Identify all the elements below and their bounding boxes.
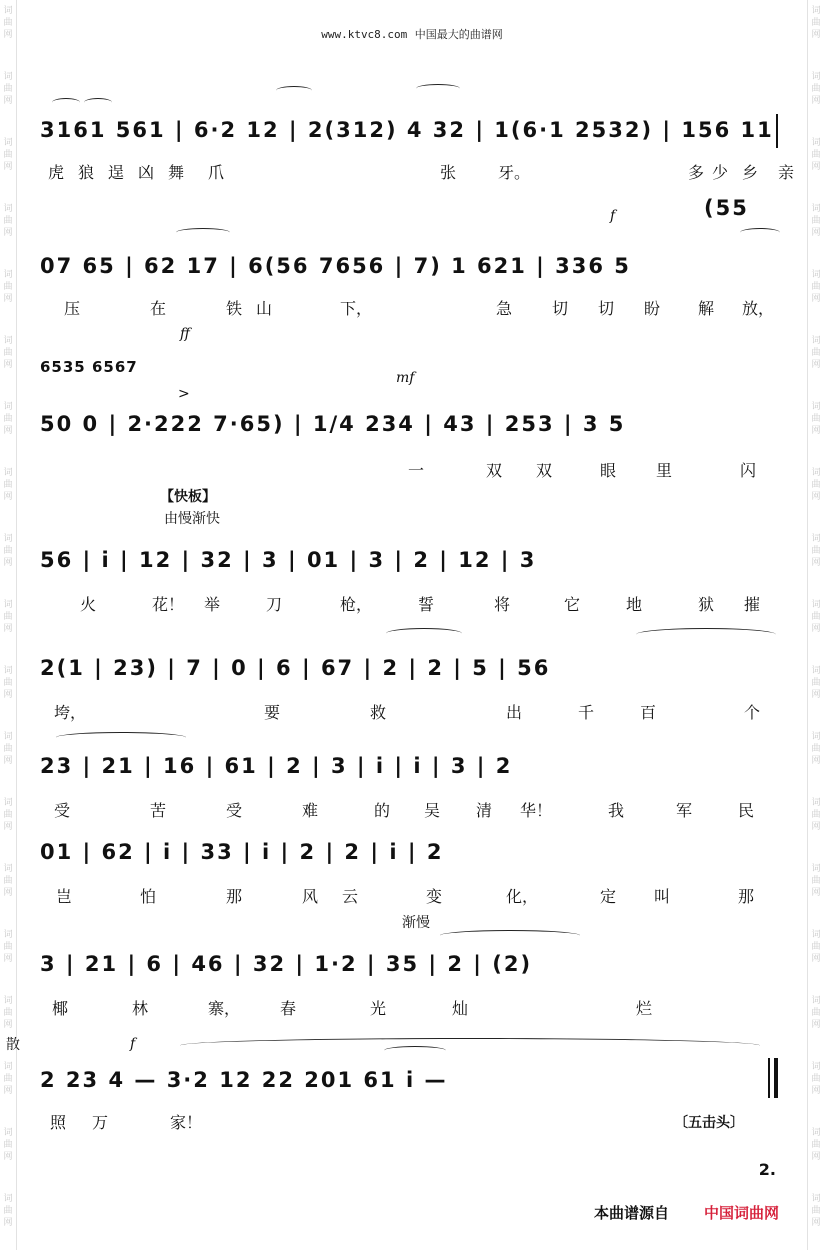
watermark-glyph: 词: [3, 864, 13, 874]
watermark-glyph: 网: [3, 954, 13, 964]
watermark-glyph: 曲: [3, 480, 13, 490]
final-barline-thin: [768, 1058, 770, 1098]
watermark-glyph: 曲: [811, 1008, 821, 1018]
slur: [84, 98, 112, 107]
system-3-dynamic-fortissimo: ff: [180, 326, 190, 342]
watermark-glyph: 词: [3, 138, 13, 148]
lyric-syllable: 一: [408, 461, 425, 480]
slur: [180, 1038, 760, 1053]
lyric-syllable: 受: [226, 801, 243, 820]
watermark-glyph: 词: [3, 204, 13, 214]
watermark-glyph: 词: [3, 996, 13, 1006]
watermark-glyph: 词: [811, 270, 821, 280]
watermark-glyph: 网: [3, 1086, 13, 1096]
watermark-glyph: 词: [811, 468, 821, 478]
slur: [52, 98, 80, 107]
watermark-glyph: 曲: [3, 84, 13, 94]
watermark-glyph: 词: [3, 270, 13, 280]
watermark-glyph: 词: [811, 864, 821, 874]
watermark-glyph: 词: [811, 402, 821, 412]
lyric-syllable: 军: [676, 801, 693, 820]
lyric-syllable: 万: [92, 1113, 109, 1132]
watermark-glyph: 网: [811, 888, 821, 898]
watermark-glyph: 词: [3, 732, 13, 742]
watermark-glyph: 曲: [3, 1140, 13, 1150]
lyric-syllable: 定: [600, 887, 617, 906]
lyric-syllable: 寨，: [208, 999, 241, 1018]
footer-site-link[interactable]: 中国词曲网: [704, 1204, 780, 1222]
watermark-glyph: 词: [3, 534, 13, 544]
tempo-marking-rit: 渐慢: [402, 915, 430, 931]
lyric-syllable: 多: [688, 163, 705, 182]
slur: [276, 86, 312, 95]
watermark-glyph: 曲: [811, 84, 821, 94]
slur: [386, 628, 462, 639]
watermark-glyph: 网: [3, 162, 13, 172]
watermark-glyph: 曲: [3, 1074, 13, 1084]
watermark-glyph: 词: [3, 600, 13, 610]
watermark-glyph: 网: [811, 822, 821, 832]
lyric-syllable: 千: [578, 703, 595, 722]
lyric-syllable: 狼: [78, 163, 95, 182]
watermark-glyph: 曲: [811, 612, 821, 622]
watermark-glyph: 网: [3, 360, 13, 370]
watermark-glyph: 网: [3, 30, 13, 40]
watermark-glyph: 网: [811, 360, 821, 370]
lyric-syllable: 在: [150, 299, 167, 318]
lyric-syllable: 放，: [742, 299, 775, 318]
watermark-glyph: 曲: [811, 348, 821, 358]
lyric-syllable: 枪，: [340, 595, 373, 614]
lyric-syllable: 百: [640, 703, 657, 722]
watermark-glyph: 网: [3, 492, 13, 502]
watermark-glyph: 词: [3, 72, 13, 82]
lyric-syllable: 虎: [48, 163, 65, 182]
watermark-glyph: 网: [3, 822, 13, 832]
watermark-glyph: 曲: [811, 546, 821, 556]
lyric-syllable: 吴: [424, 801, 441, 820]
watermark-glyph: 词: [811, 336, 821, 346]
lyric-syllable: 光: [370, 999, 387, 1018]
watermark-glyph: 曲: [3, 678, 13, 688]
watermark-glyph: 网: [3, 690, 13, 700]
watermark-glyph: 网: [3, 1218, 13, 1228]
lyric-syllable: 它: [564, 595, 581, 614]
lyric-syllable: 急: [496, 299, 513, 318]
lyric-syllable: 怕: [140, 887, 157, 906]
lyric-syllable: 要: [264, 703, 281, 722]
lyric-syllable: 举: [204, 595, 221, 614]
lyric-syllable: 地: [626, 595, 643, 614]
slur: [636, 628, 776, 641]
lyric-syllable: 盼: [644, 299, 661, 318]
watermark-glyph: 曲: [811, 282, 821, 292]
slur: [56, 732, 186, 743]
right-watermark-strip: [807, 0, 824, 1250]
lyric-syllable: 舞: [168, 163, 185, 182]
lyric-syllable: 闪: [740, 461, 757, 480]
barline: [776, 114, 778, 148]
lyric-syllable: 少: [712, 163, 729, 182]
watermark-glyph: 网: [811, 162, 821, 172]
watermark-glyph: 词: [811, 138, 821, 148]
lyric-syllable: 压: [64, 299, 81, 318]
system-1-notes: 3161 561 | 6·2 12 | 2(312) 4 32 | 1(6·1 2532) | 156 11: [40, 118, 774, 142]
lyric-syllable: 叫: [654, 887, 671, 906]
watermark-glyph: 网: [811, 954, 821, 964]
watermark-glyph: 网: [811, 492, 821, 502]
watermark-glyph: 网: [811, 756, 821, 766]
watermark-glyph: 网: [811, 624, 821, 634]
lyric-syllable: 清: [476, 801, 493, 820]
lyric-syllable: 亲: [778, 163, 795, 182]
watermark-glyph: 网: [811, 30, 821, 40]
watermark-glyph: 网: [811, 558, 821, 568]
system-2-dynamic-forte: f: [610, 208, 616, 224]
lyric-syllable: 家！: [170, 1113, 203, 1132]
watermark-glyph: 曲: [3, 942, 13, 952]
slur: [384, 1046, 446, 1055]
slur: [740, 228, 780, 237]
site-slogan: 中国最大的曲谱网: [414, 28, 503, 41]
section-label-kuaiban: 【快板】: [160, 489, 216, 505]
lyric-syllable: 铁: [226, 299, 243, 318]
watermark-glyph: 曲: [3, 810, 13, 820]
lyric-syllable: 花！: [152, 595, 185, 614]
watermark-glyph: 曲: [811, 1140, 821, 1150]
system-3-notes: 50 0 | 2·222 7·65) | 1/4 234 | 43 | 253 | 3 5: [40, 412, 626, 436]
watermark-glyph: 词: [811, 996, 821, 1006]
lyric-syllable: 灿: [452, 999, 469, 1018]
final-barline-thick: [774, 1058, 778, 1098]
system-6-notes: 23 | 21 | 16 | 61 | 2 | 3 | i | i | 3 | 2: [40, 754, 513, 778]
site-url[interactable]: www.ktvc8.com: [321, 28, 408, 41]
watermark-glyph: 网: [811, 690, 821, 700]
watermark-glyph: 网: [3, 558, 13, 568]
watermark-glyph: 词: [3, 798, 13, 808]
watermark-glyph: 曲: [811, 216, 821, 226]
accent-mark: >: [178, 386, 190, 402]
lyric-syllable: 火: [80, 595, 97, 614]
lyric-syllable: 下，: [340, 299, 373, 318]
watermark-glyph: 词: [811, 930, 821, 940]
watermark-glyph: 曲: [811, 18, 821, 28]
system-2-notes: 07 65 | 62 17 | 6(56 7656 | 7) 1 621 | 336 5: [40, 254, 631, 278]
lyric-syllable: 乡: [742, 163, 759, 182]
left-watermark-strip: [0, 0, 17, 1250]
watermark-glyph: 曲: [3, 1206, 13, 1216]
lyric-syllable: 苦: [150, 801, 167, 820]
watermark-glyph: 曲: [3, 414, 13, 424]
watermark-glyph: 曲: [811, 480, 821, 490]
watermark-glyph: 曲: [811, 744, 821, 754]
footer-source-label: 本曲谱源自: [594, 1204, 670, 1222]
lyric-syllable: 春: [280, 999, 297, 1018]
watermark-glyph: 词: [811, 204, 821, 214]
watermark-glyph: 词: [811, 600, 821, 610]
watermark-glyph: 曲: [811, 678, 821, 688]
watermark-glyph: 词: [811, 1128, 821, 1138]
watermark-glyph: 网: [3, 756, 13, 766]
lyric-syllable: 受: [54, 801, 71, 820]
tempo-marking-free: 散: [6, 1037, 20, 1053]
watermark-glyph: 曲: [3, 150, 13, 160]
system-9-notes: 2 23 4 — 3·2 12 22 201 61 i —: [40, 1068, 448, 1092]
watermark-glyph: 网: [3, 888, 13, 898]
system-2-top-notes: (55: [704, 196, 749, 220]
lyric-syllable: 出: [506, 703, 523, 722]
watermark-glyph: 曲: [3, 876, 13, 886]
watermark-glyph: 曲: [3, 216, 13, 226]
watermark-glyph: 词: [811, 534, 821, 544]
lyric-syllable: 我: [608, 801, 625, 820]
lyric-syllable: 牙。: [498, 163, 531, 182]
tempo-marking-accel: 由慢渐快: [164, 511, 220, 527]
watermark-glyph: 曲: [3, 612, 13, 622]
lyric-syllable: 照: [50, 1113, 67, 1132]
watermark-glyph: 网: [811, 96, 821, 106]
lyric-syllable: 个: [744, 703, 761, 722]
watermark-glyph: 曲: [3, 1008, 13, 1018]
watermark-glyph: 网: [3, 96, 13, 106]
watermark-glyph: 曲: [811, 942, 821, 952]
slur: [176, 228, 230, 237]
lyric-syllable: 化，: [506, 887, 539, 906]
lyric-syllable: 双: [536, 461, 553, 480]
lyric-syllable: 变: [426, 887, 443, 906]
lyric-syllable: 狱: [698, 595, 715, 614]
lyric-syllable: 民: [738, 801, 755, 820]
lyric-syllable: 华！: [520, 801, 553, 820]
site-header: [0, 26, 824, 42]
lyric-syllable: 里: [656, 461, 673, 480]
watermark-glyph: 网: [811, 426, 821, 436]
watermark-glyph: 词: [3, 336, 13, 346]
system-8-notes: 3 | 21 | 6 | 46 | 32 | 1·2 | 35 | 2 | (2): [40, 952, 533, 976]
watermark-glyph: 网: [3, 294, 13, 304]
watermark-glyph: 网: [811, 1086, 821, 1096]
watermark-glyph: 网: [3, 228, 13, 238]
watermark-glyph: 词: [3, 1128, 13, 1138]
watermark-glyph: 网: [3, 426, 13, 436]
lyric-syllable: 摧: [744, 595, 761, 614]
watermark-glyph: 词: [3, 930, 13, 940]
lyric-syllable: 逞: [108, 163, 125, 182]
lyric-syllable: 双: [486, 461, 503, 480]
lyric-syllable: 烂: [636, 999, 653, 1018]
watermark-glyph: 曲: [811, 1206, 821, 1216]
watermark-glyph: 网: [811, 294, 821, 304]
watermark-glyph: 词: [3, 468, 13, 478]
lyric-syllable: 将: [494, 595, 511, 614]
lyric-syllable: 难: [302, 801, 319, 820]
lyric-syllable: 刀: [266, 595, 283, 614]
watermark-glyph: 词: [811, 798, 821, 808]
system-7-notes: 01 | 62 | i | 33 | i | 2 | 2 | i | 2: [40, 840, 444, 864]
watermark-glyph: 网: [811, 1152, 821, 1162]
system-5-notes: 2(1 | 23) | 7 | 0 | 6 | 67 | 2 | 2 | 5 | 56: [40, 656, 551, 680]
watermark-glyph: 曲: [3, 744, 13, 754]
watermark-glyph: 词: [3, 402, 13, 412]
lyric-syllable: 张: [440, 163, 457, 182]
watermark-glyph: 曲: [3, 348, 13, 358]
lyric-syllable: 誓: [418, 595, 435, 614]
lyric-syllable: 那: [226, 887, 243, 906]
lyric-syllable: 垮，: [54, 703, 87, 722]
lyric-syllable: 椰: [52, 999, 69, 1018]
system-3-top-notes: 6535 6567: [40, 358, 138, 376]
watermark-glyph: 网: [3, 1020, 13, 1030]
system-3-dynamic-mezzo-forte: mf: [396, 370, 415, 386]
lyric-syllable: 爪: [208, 163, 225, 182]
lyric-syllable: 切: [598, 299, 615, 318]
watermark-glyph: 网: [811, 1020, 821, 1030]
watermark-glyph: 网: [811, 228, 821, 238]
lyric-syllable: 的: [374, 801, 391, 820]
system-9-dynamic-forte: f: [130, 1036, 136, 1052]
lyric-syllable: 山: [256, 299, 273, 318]
system-4-notes: 56 | i | 12 | 32 | 3 | 01 | 3 | 2 | 12 | 3: [40, 548, 537, 572]
watermark-glyph: 词: [811, 6, 821, 16]
lyric-syllable: 解: [698, 299, 715, 318]
lyric-syllable: 云: [342, 887, 359, 906]
watermark-glyph: 网: [3, 1152, 13, 1162]
watermark-glyph: 词: [3, 6, 13, 16]
watermark-glyph: 曲: [811, 150, 821, 160]
watermark-glyph: 曲: [3, 546, 13, 556]
watermark-glyph: 词: [811, 666, 821, 676]
lyric-syllable: 救: [370, 703, 387, 722]
watermark-glyph: 词: [3, 666, 13, 676]
watermark-glyph: 词: [811, 1062, 821, 1072]
watermark-glyph: 词: [3, 1062, 13, 1072]
page-number: 2.: [758, 1160, 776, 1179]
slur: [440, 930, 580, 941]
slur: [416, 84, 460, 93]
lyric-syllable: 切: [552, 299, 569, 318]
lyric-syllable: 眼: [600, 461, 617, 480]
lyric-syllable: 凶: [138, 163, 155, 182]
watermark-glyph: 词: [3, 1194, 13, 1204]
ending-percussion-label: 〔五击头〕: [674, 1115, 744, 1131]
watermark-glyph: 词: [811, 72, 821, 82]
watermark-glyph: 词: [811, 732, 821, 742]
watermark-glyph: 曲: [3, 282, 13, 292]
watermark-glyph: 曲: [811, 876, 821, 886]
watermark-glyph: 网: [3, 624, 13, 634]
lyric-syllable: 那: [738, 887, 755, 906]
lyric-syllable: 林: [132, 999, 149, 1018]
watermark-glyph: 词: [811, 1194, 821, 1204]
watermark-glyph: 曲: [811, 810, 821, 820]
watermark-glyph: 网: [811, 1218, 821, 1228]
watermark-glyph: 曲: [3, 18, 13, 28]
lyric-syllable: 岂: [56, 887, 73, 906]
watermark-glyph: 曲: [811, 414, 821, 424]
watermark-glyph: 曲: [811, 1074, 821, 1084]
lyric-syllable: 风: [302, 887, 319, 906]
